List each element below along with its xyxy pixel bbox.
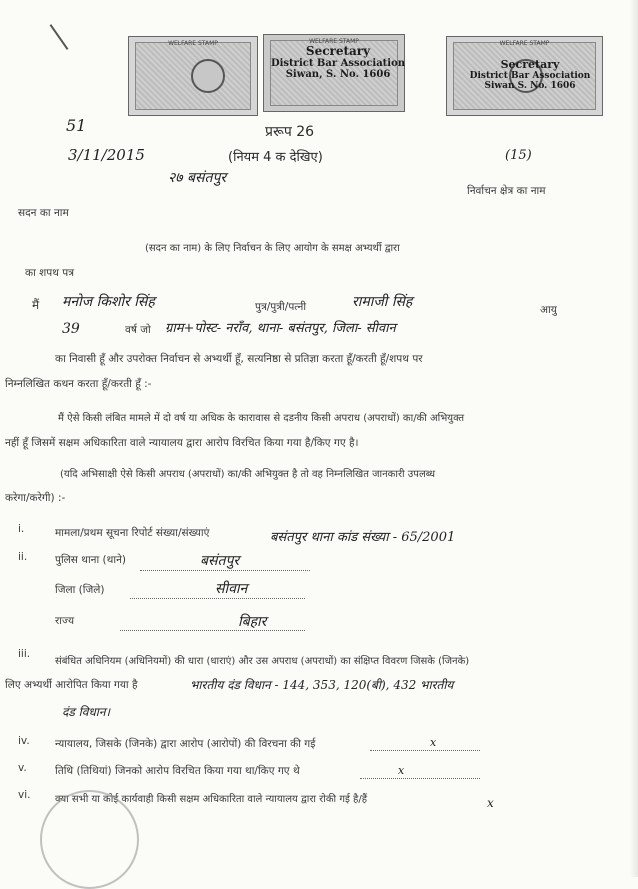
para2-line1: (यदि अभिसाक्षी ऐसे किसी अपराध (अपराधों) का/की अभियुक्त है तो वह निम्नलिखित जानकारी उपलब्ध — [60, 469, 436, 480]
item-iii-line1: संबंधित अधिनियम (अधिनियमों) की धारा (धाराएं) और उस अपराध (अपराधों) का संक्षिप्त विवरण जिसके (जिनके) — [55, 656, 470, 667]
item-iii-number: iii. — [18, 648, 31, 660]
item-iv-cross: x — [430, 736, 437, 749]
years-label: वर्ष जो — [125, 324, 151, 336]
item-vi-cross: x — [487, 796, 494, 810]
handwritten-date: 3/11/2015 — [68, 146, 145, 164]
para1-line1: मैं ऐसे किसी लंबित मामले में दो वर्ष या अधिक के कारावास से दडनीय किसी अपराध (अपराधों) का/की अभियुक्त — [58, 413, 465, 424]
district-value: सीवान — [215, 581, 248, 597]
seal-line: District Bar Association — [469, 71, 591, 81]
form-title: प्ररूप 26 — [265, 124, 315, 140]
age-label: आयु — [540, 304, 557, 316]
case-number: बसंतपुर थाना कांड संख्या - 65/2001 — [270, 530, 456, 545]
father-name: रामाजी सिंह — [352, 294, 413, 310]
age-value: 39 — [62, 321, 80, 337]
seal-line: Siwan, S. No. 1606 — [285, 69, 391, 80]
item-v-label: तिथि (तिथियां) जिनको आरोप विरचित किया गया था/किए गए थे — [55, 765, 300, 777]
item-v-number: v. — [18, 762, 27, 774]
constituency-value: २७ बसंतपुर — [168, 170, 227, 186]
stamp-label: WELFARE STAMP — [499, 40, 550, 47]
round-seal-icon — [40, 790, 139, 889]
para2-line2: करेगा/करेगी) :- — [5, 492, 66, 504]
sections-continued: दंड विधान। — [62, 705, 111, 719]
purpose-line: (सदन का नाम) के लिए निर्वाचन के लिए आयोग के समक्ष अभ्यर्थी द्वारा — [145, 243, 400, 254]
item-ii-label: पुलिस थाना (थाने) — [55, 554, 127, 566]
item-iv-number: iv. — [18, 735, 30, 747]
stamp-label: WELFARE STAMP — [309, 38, 359, 45]
bar-association-seal-center — [268, 44, 408, 80]
stamp-label: WELFARE STAMP — [168, 40, 218, 47]
state-value: बिहार — [238, 614, 267, 630]
state-label: राज्य — [55, 615, 75, 627]
house-label: सदन का नाम — [18, 207, 69, 219]
resident-line: का निवासी हूँ और उपरोक्त निर्वाचन से अभ्यर्थी हूँ, सत्यनिष्ठा से प्रतिज्ञा करता हूँ/करती हूँ/शपथ पर — [55, 353, 423, 365]
seal-line: Secretary — [500, 58, 560, 71]
item-iv-label: न्यायालय, जिसके (जिनके) द्वारा आरोप (आरोपों) की विरचना की गई — [55, 738, 316, 750]
welfare-stamp-left — [128, 36, 258, 116]
statement-line: निम्नलिखित कथन करता हूँ/करती हूँ :- — [5, 378, 152, 390]
item-v-underline — [360, 778, 480, 779]
candidate-name: मनोज किशोर सिंह — [62, 294, 155, 310]
stamp-emblem-icon — [191, 59, 225, 93]
seal-line: Secretary — [305, 44, 371, 58]
district-underline — [130, 598, 305, 599]
seal-line: District Bar Association — [270, 58, 406, 69]
police-station-underline — [140, 570, 310, 571]
item-iv-underline — [370, 750, 480, 751]
relation-label: पुत्र/पुत्री/पत्नी — [255, 301, 307, 313]
margin-slash-mark — [50, 24, 69, 50]
para1-line2: नहीं हूँ जिसमें सक्षम अधिकारिता वाले न्यायालय द्वारा आरोप विरचित किया गया है/किए गए है। — [5, 437, 359, 449]
state-underline — [120, 630, 305, 631]
i-label: मैं — [32, 298, 40, 312]
rule-reference: (नियम 4 क देखिए) — [228, 150, 323, 165]
item-iii-line2: लिए अभ्यर्थी आरोपित किया गया है — [5, 679, 138, 691]
constituency-label: निर्वाचन क्षेत्र का नाम — [467, 185, 546, 197]
sections-value: भारतीय दंड विधान - 144, 353, 120(बी), 432 भारतीय — [190, 678, 454, 692]
item-v-cross: x — [398, 764, 405, 777]
police-station-value: बसंतपुर — [200, 553, 240, 569]
seal-line: Siwan S. No. 1606 — [484, 81, 576, 91]
address-value: ग्राम+पोस्ट- नराँव, थाना- बसंतपुर, जिला- सीवान — [165, 321, 396, 336]
corner-mark: (15) — [505, 148, 532, 163]
right-edge-shadow — [630, 0, 638, 877]
serial-number: 51 — [66, 116, 87, 135]
bar-association-seal-right — [460, 58, 600, 91]
item-ii-number: ii. — [18, 551, 28, 563]
item-i-number: i. — [18, 523, 25, 535]
item-vi-number: vi. — [18, 789, 31, 801]
item-vi-label: क्या सभी या कोई कार्यवाही किसी सक्षम अधिकारिता वाले न्यायालय द्वारा रोकी गई है/हैं — [55, 794, 368, 805]
district-label: जिला (जिले) — [55, 584, 105, 596]
item-i-label: मामला/प्रथम सूचना रिपोर्ट संख्या/संख्याएं — [55, 527, 210, 539]
affidavit-label: का शपथ पत्र — [25, 267, 75, 279]
